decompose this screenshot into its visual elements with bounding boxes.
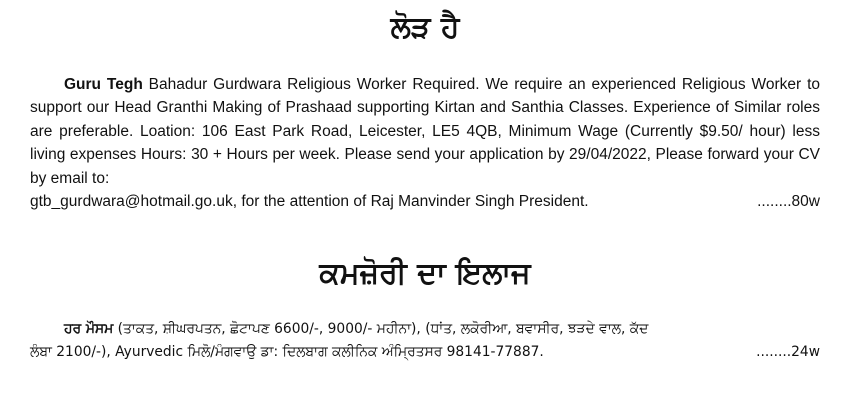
ad-body-religious-worker xyxy=(30,73,820,213)
ad-body-treatment xyxy=(30,318,820,364)
ad-body-text: Bahadur Gurdwara Religious Worker Required. We require an experienced Religious Worker to support our Head Granthi Making of Prashaad supporting Kirtan and Santhia Classes. Experience of Similar roles are preferable. Loation: 106 East Park Road, Leicester, LE5 4QB, Minimum Wage (Currently $9.50/ hour) less living expenses Hours: 30 + Hours per week. Please send your application by 29/04/2022, Please forward your CV by email to: xyxy=(30,76,820,187)
ad-heading-wanted: ਲੋੜ ਹੈ xyxy=(390,10,460,45)
ad-heading-weakness-treatment: ਕਮਜ਼ੋਰੀ ਦਾ ਇਲਾਜ xyxy=(319,256,531,291)
ad-contact-text: ਲੰਬਾ 2100/-), Ayurvedic ਮਿਲੋ/ਮੰਗਵਾਉ ਡਾ: ਦਿਲਬਾਗ ਕਲੀਨਿਕ ਅੰਮ੍ਰਿਤਸਰ 98141-77887. xyxy=(30,344,544,360)
ad-lead-text: ਹਰ ਮੌਸਮ xyxy=(64,321,114,337)
ad-reference-code: ........24w xyxy=(756,344,820,360)
ad-last-line xyxy=(30,341,820,364)
ad-contact-text: gtb_gurdwara@hotmail.go.uk, for the attention of Raj Manvinder Singh President. xyxy=(30,193,589,211)
ad-reference-code: ........80w xyxy=(757,193,820,211)
ad-last-line xyxy=(30,190,820,213)
ad-lead-text: Guru Tegh xyxy=(64,76,143,93)
ad-body-text: (ਤਾਕਤ, ਸ਼ੀਘਰਪਤਨ, ਛੋਟਾਪਣ 6600/-, 9000/- ਮਹੀਨਾ), (ਧਾਂਤ, ਲਕੋਰੀਆ, ਬਵਾਸੀਰ, ਝੜਦੇ ਵਾਲ, ਕੱਦ xyxy=(113,321,649,337)
